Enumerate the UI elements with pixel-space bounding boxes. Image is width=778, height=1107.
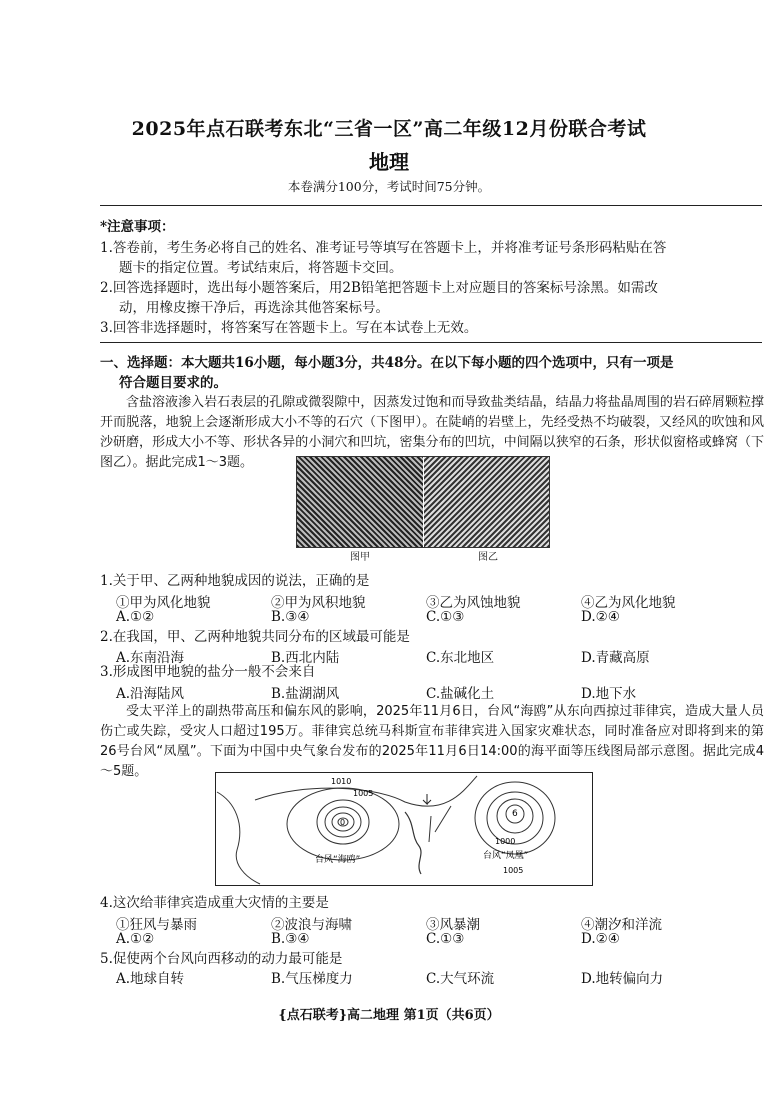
caption-jia: 图甲 [350,552,370,563]
question-3: 3.形成图甲地貌的盐分一般不会来自 [100,664,316,680]
note-line: 3.回答非选择题时，将答案写在答题卡上。写在本试卷上无效。 [100,320,478,336]
q2-option-b: B.西北内陆 [271,650,340,666]
q4-item: ③风暴潮 [426,917,480,933]
q3-option-b: B.盐湖湖风 [271,686,340,702]
q4-option-a: A.①② [116,931,155,947]
center-label-right: 6 [512,809,518,819]
q1-item: ③乙为风蚀地貌 [426,595,521,611]
isobar-label-1005-right: 1005 [503,866,524,875]
question-2: 2.在我国，甲、乙两种地貌共同分布的区域最可能是 [100,629,410,645]
q5-option-d: D.地转偏向力 [581,971,664,987]
q3-option-d: D.地下水 [581,686,637,702]
q3-option-a: A.沿海陆风 [116,686,185,702]
q1-option-b: B.③④ [271,609,310,625]
q2-option-d: D.青藏高原 [581,650,650,666]
q4-option-c: C.①③ [426,931,465,947]
subject-title: 地理 [369,150,409,174]
q4-item: ④潮汐和洋流 [581,917,662,933]
header-divider [100,205,762,206]
q4-option-d: D.②④ [581,931,620,947]
passage-typhoon: 受太平洋上的副热带高压和偏东风的影响，2025年11月6日，台风“海鸥”从东向西掠过菲律宾，造成大量人员伤亡或失踪，受灾人口超过195万。菲律宾总统马科斯宣布菲律宾进入国家灾难状态，同时准备应对即将到来的第26号台风“凤凰”。下面为中国中央气象台发布的2025年11月6日14:00的海平面等压线图局部示意图。据此完成4～5题。 [100,704,764,779]
caption-yi: 图乙 [478,552,498,563]
q1-item: ④乙为风化地貌 [581,595,676,611]
photo-jia [297,457,423,547]
typhoon-label-right: 台风“凤凰” [483,851,529,861]
q2-option-c: C.东北地区 [426,650,495,666]
question-4: 4.这次给菲律宾造成重大灾情的主要是 [100,895,329,911]
map-frame [216,773,593,886]
exam-meta: 本卷满分100分，考试时间75分钟。 [287,179,491,194]
isobar-label-1010: 1010 [331,777,352,786]
note-line: 2.回答选择题时，选出每小题答案后，用2B铅笔把答题卡上对应题目的答案标号涂黑。如需改 [100,280,658,296]
section-heading-cont: 符合题目要求的。 [119,375,227,391]
q1-item: ②甲为风积地貌 [271,595,366,611]
q4-items [116,913,736,933]
exam-title: 2025年点石联考东北“三省一区”高二年级12月份联合考试 [131,118,647,140]
q5-option-a: A.地球自转 [116,971,185,987]
typhoon-label-left: 台风“海鸥” [315,855,361,865]
section-heading: 一、选择题：本大题共16小题，每小题3分，共48分。在以下每小题的四个选项中，只有一项是 [100,355,674,371]
photo-yi [424,457,549,547]
q5-option-b: B.气压梯度力 [271,971,353,987]
q4-item: ①狂风与暴雨 [116,917,197,933]
note-line: 题卡的指定位置。考试结束后，将答题卡交回。 [119,260,403,276]
q1-item: ①甲为风化地貌 [116,595,211,611]
q1-option-a: A.①② [116,609,155,625]
q1-options [116,609,736,625]
isobar-map [215,772,593,886]
q1-option-d: D.②④ [581,609,620,625]
question-1: 1.关于甲、乙两种地貌成因的说法，正确的是 [100,573,370,589]
page-footer: {点石联考}高二地理 第1页（共6页） [278,1008,500,1023]
q1-items [116,591,736,611]
q4-option-b: B.③④ [271,931,310,947]
q1-option-c: C.①③ [426,609,465,625]
q2-option-a: A.东南沿海 [116,650,185,666]
note-line: 动，用橡皮擦干净后，再选涂其他答案标号。 [119,300,389,316]
q4-options [116,931,736,947]
isobar-label-1005: 1005 [353,789,374,798]
note-line: 1.答卷前，考生务必将自己的姓名、准考证号等填写在答题卡上，并将准考证号条形码粘贴在答 [100,240,667,256]
q5-option-c: C.大气环流 [426,971,495,987]
q3-options [116,682,736,702]
notes-divider [100,342,762,343]
landform-photos [296,456,550,548]
notes-heading: *注意事项： [100,219,175,235]
center-label-left: 0 [340,818,346,827]
q4-item: ②波浪与海啸 [271,917,352,933]
passage-rock: 含盐溶液渗入岩石表层的孔隙或微裂隙中，因蒸发过饱和而导致盐类结晶，结晶力将盐晶周围的岩石碎屑颗粒撑开而脱落，地貌上会逐渐形成大小不等的石穴（下图甲）。在陡峭的岩壁上，先经受热不均破裂，又经风的吹蚀和风沙研磨，形成大小不等、形状各异的小洞穴和凹坑，密集分布的凹坑，中间隔以狭窄的石条，形状似窗格或蜂窝（下图乙）。据此完成1～3题。 [100,395,764,470]
isobar-label-1000: 1000 [495,837,516,846]
question-5: 5.促使两个台风向西移动的动力最可能是 [100,951,343,967]
q5-options [116,967,736,987]
q3-option-c: C.盐碱化土 [426,686,495,702]
